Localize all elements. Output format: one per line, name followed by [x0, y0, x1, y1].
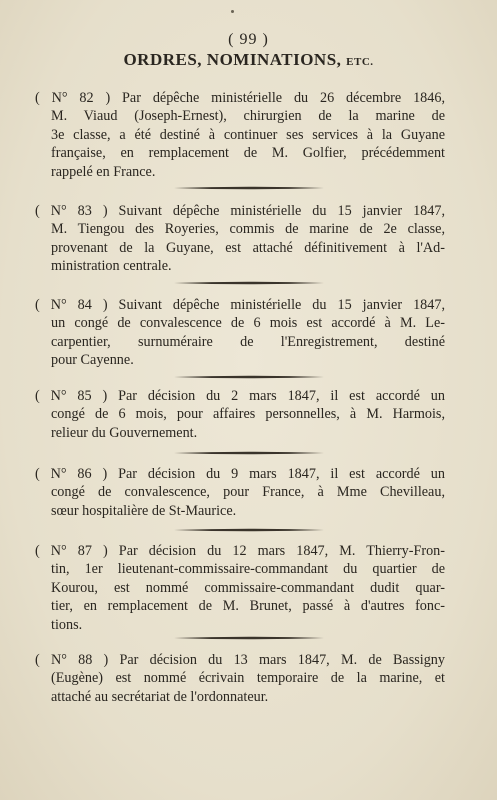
entry-84	[35, 296, 445, 370]
entry-line: ( N° 87 ) Par décision du 12 mars 1847, M. Thierry-Fron-	[35, 543, 445, 559]
separator-rule	[0, 375, 497, 379]
entry-83	[35, 202, 445, 276]
entry-line: ( N° 88 ) Par décision du 13 mars 1847, M. de Bassigny	[35, 652, 445, 668]
entry-line: carpentier, surnuméraire de l'Enregistrement, destiné	[51, 333, 445, 350]
entry-line: tier, en remplacement de M. Brunet, passé à d'autres fonc-	[51, 598, 445, 615]
entry-line: congé de 6 mois, pour affaires personnelles, à M. Harmois,	[51, 406, 445, 423]
separator-rule	[0, 528, 497, 532]
ink-speck	[231, 10, 234, 13]
entry-line: M. Tiengou des Royeries, commis de marine de 2e classe,	[51, 221, 445, 238]
entry-line: Kourou, est nommé commissaire-commandant dudit quar-	[51, 579, 445, 596]
entry-88	[35, 651, 445, 706]
entry-86	[35, 465, 445, 520]
entry-line: 3e classe, a été destiné à continuer ses services à la Guyane	[51, 126, 445, 143]
separator-rule	[0, 451, 497, 455]
separator-rule	[0, 281, 497, 285]
entry-line: rappelé en France.	[51, 163, 156, 180]
page-number: ( 99 )	[228, 31, 269, 48]
entry-line: provenant de la Guyane, est attaché définitivement à l'Ad-	[51, 239, 445, 256]
entry-line: attaché au secrétariat de l'ordonnateur.	[51, 688, 269, 705]
separator-rule	[0, 186, 497, 190]
entry-line: ( N° 85 ) Par décision du 2 mars 1847, il est accordé un	[35, 388, 445, 404]
entry-82	[35, 89, 445, 181]
entry-line: française, en remplacement de M. Golfier, précédemment	[51, 145, 445, 162]
entry-line: tin, 1er lieutenant-commissaire-commandant du quartier de	[51, 561, 445, 578]
entry-line: un congé de convalescence de 6 mois est accordé à M. Le-	[51, 315, 445, 332]
section-heading-main: ORDRES, NOMINATIONS,	[123, 50, 342, 69]
separator-rule	[0, 636, 497, 640]
entry-line: ( N° 86 ) Par décision du 9 mars 1847, il est accordé un	[35, 466, 445, 482]
entry-line: tions.	[51, 616, 83, 633]
entry-line: sœur hospitalière de St-Maurice.	[51, 502, 237, 519]
entry-line: ministration centrale.	[51, 258, 172, 275]
entry-line: ( N° 84 ) Suivant dépêche ministérielle du 15 janvier 1847,	[35, 297, 445, 313]
section-heading-etc: ETC.	[346, 56, 374, 68]
entry-85	[35, 387, 445, 442]
entry-line: (Eugène) est nommé écrivain temporaire de la marine, et	[51, 670, 445, 687]
entry-line: pour Cayenne.	[51, 352, 134, 369]
section-heading	[0, 50, 497, 70]
entry-87	[35, 542, 445, 634]
entry-line: relieur du Gouvernement.	[51, 424, 198, 441]
entry-line: ( N° 82 ) Par dépêche ministérielle du 26 décembre 1846,	[35, 90, 445, 106]
entry-line: M. Viaud (Joseph-Ernest), chirurgien de la marine de	[51, 108, 445, 125]
entry-line: congé de convalescence, pour France, à Mme Chevilleau,	[51, 484, 445, 501]
entry-line: ( N° 83 ) Suivant dépêche ministérielle du 15 janvier 1847,	[35, 203, 445, 219]
